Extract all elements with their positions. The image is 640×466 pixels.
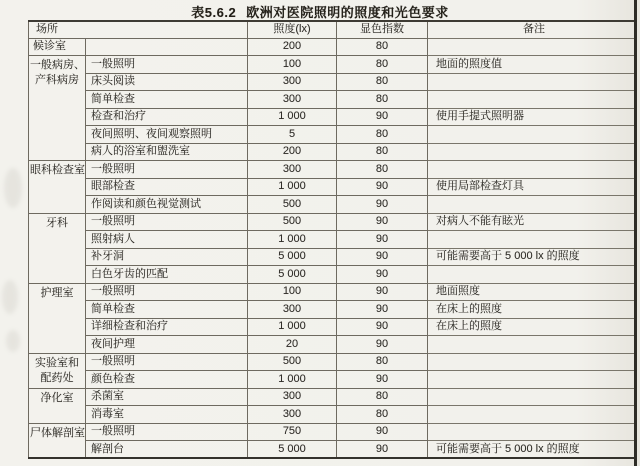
place-line: 产科病房 xyxy=(35,74,79,86)
task-cell: 一般照明 xyxy=(86,423,248,441)
cri-cell: 90 xyxy=(337,108,428,126)
table-row xyxy=(29,353,636,371)
remark-cell: 在床上的照度 xyxy=(428,318,636,336)
remark-cell: 在床上的照度 xyxy=(428,301,636,319)
task-cell: 一般照明 xyxy=(86,213,248,231)
place-line: 护理室 xyxy=(40,286,74,299)
cri-cell: 90 xyxy=(337,231,428,249)
task-cell: 夜间护理 xyxy=(86,336,248,354)
table-title: 欧洲对医院照明的照度和光色要求 xyxy=(246,5,449,20)
task-cell: 检查和治疗 xyxy=(86,108,248,126)
illuminance-cell: 20 xyxy=(248,336,337,354)
table-row xyxy=(29,318,636,336)
place-line: 配药处 xyxy=(40,371,74,384)
place-line: 净化室 xyxy=(40,391,74,404)
remark-cell xyxy=(428,336,636,354)
table-row xyxy=(29,248,636,266)
illuminance-cell: 100 xyxy=(248,56,337,74)
task-cell: 消毒室 xyxy=(86,406,248,424)
remark-cell xyxy=(428,231,636,249)
place-cell xyxy=(29,213,86,283)
place-cell xyxy=(29,283,86,353)
task-cell: 夜间照明、夜间观察照明 xyxy=(86,126,248,144)
remark-cell: 地面照度 xyxy=(428,283,636,301)
table-number: 表5.6.2 xyxy=(191,5,237,20)
cri-cell: 90 xyxy=(337,248,428,266)
illuminance-cell: 1 000 xyxy=(248,318,337,336)
illuminance-cell: 500 xyxy=(248,353,337,371)
cri-cell: 90 xyxy=(337,423,428,441)
table-row xyxy=(29,441,636,459)
table-row xyxy=(29,108,636,126)
header-row xyxy=(29,21,636,38)
table-row xyxy=(29,196,636,214)
cri-cell: 80 xyxy=(337,143,428,161)
scan-smudge xyxy=(4,168,22,208)
remark-cell xyxy=(428,196,636,214)
remark-cell xyxy=(428,143,636,161)
illuminance-cell: 500 xyxy=(248,196,337,214)
cri-cell: 90 xyxy=(337,371,428,389)
cri-cell: 90 xyxy=(337,266,428,284)
scan-smudge xyxy=(2,280,18,314)
task-cell: 照射病人 xyxy=(86,231,248,249)
table-row xyxy=(29,388,636,406)
remark-cell xyxy=(428,388,636,406)
illuminance-cell: 100 xyxy=(248,283,337,301)
cri-cell: 90 xyxy=(337,196,428,214)
cri-cell: 80 xyxy=(337,56,428,74)
cri-cell: 80 xyxy=(337,91,428,109)
col-header-remark: 备注 xyxy=(428,21,636,38)
remark-cell xyxy=(428,371,636,389)
remark-cell: 对病人不能有眩光 xyxy=(428,213,636,231)
remark-cell xyxy=(428,38,636,56)
remark-cell: 地面的照度值 xyxy=(428,56,636,74)
illuminance-cell: 1 000 xyxy=(248,371,337,389)
table-caption xyxy=(0,2,640,21)
remark-cell xyxy=(428,161,636,179)
table-row xyxy=(29,406,636,424)
remark-cell xyxy=(428,91,636,109)
table-row xyxy=(29,283,636,301)
task-cell: 一般照明 xyxy=(86,353,248,371)
task-cell: 眼部检查 xyxy=(86,178,248,196)
task-cell: 一般照明 xyxy=(86,283,248,301)
task-cell: 一般照明 xyxy=(86,56,248,74)
col-header-cri: 显色指数 xyxy=(337,21,428,38)
cri-cell: 80 xyxy=(337,126,428,144)
place-cell xyxy=(29,56,86,161)
place-cell xyxy=(29,161,86,214)
illuminance-cell: 300 xyxy=(248,406,337,424)
table-row xyxy=(29,91,636,109)
cri-cell: 80 xyxy=(337,353,428,371)
illuminance-cell: 300 xyxy=(248,91,337,109)
task-cell: 解剖台 xyxy=(86,441,248,459)
place-line: 牙科 xyxy=(46,216,68,229)
table-row xyxy=(29,38,636,56)
task-cell: 杀菌室 xyxy=(86,388,248,406)
illuminance-cell: 500 xyxy=(248,213,337,231)
cri-cell: 90 xyxy=(337,301,428,319)
cri-cell: 80 xyxy=(337,388,428,406)
cri-cell: 90 xyxy=(337,441,428,459)
place-line: 尸体解剖室 xyxy=(30,426,85,439)
page-edge-line xyxy=(634,0,637,466)
cri-cell: 90 xyxy=(337,283,428,301)
cri-cell: 80 xyxy=(337,73,428,91)
remark-cell: 可能需要高于 5 000 lx 的照度 xyxy=(428,248,636,266)
illuminance-cell: 1 000 xyxy=(248,178,337,196)
illuminance-cell: 5 000 xyxy=(248,441,337,459)
remark-cell xyxy=(428,266,636,284)
table-row xyxy=(29,56,636,74)
illuminance-cell: 300 xyxy=(248,161,337,179)
remark-cell xyxy=(428,73,636,91)
place-line: 实验室和 xyxy=(35,356,79,369)
scan-smudge xyxy=(6,330,20,352)
lighting-requirements-table xyxy=(28,20,636,459)
cri-cell: 80 xyxy=(337,38,428,56)
place-line: 一般病房、 xyxy=(30,59,85,71)
table-row xyxy=(29,371,636,389)
place-cell: 候诊室 xyxy=(29,38,86,56)
place-cell xyxy=(29,423,86,458)
illuminance-cell: 5 000 xyxy=(248,248,337,266)
task-cell: 简单检查 xyxy=(86,301,248,319)
cri-cell: 90 xyxy=(337,213,428,231)
cri-cell: 90 xyxy=(337,318,428,336)
table-row xyxy=(29,178,636,196)
place-cell xyxy=(29,388,86,423)
table-row xyxy=(29,143,636,161)
illuminance-cell: 1 000 xyxy=(248,108,337,126)
task-cell: 简单检查 xyxy=(86,91,248,109)
task-cell: 颜色检查 xyxy=(86,371,248,389)
illuminance-cell: 300 xyxy=(248,301,337,319)
illuminance-cell: 5 000 xyxy=(248,266,337,284)
table-row xyxy=(29,231,636,249)
illuminance-cell: 300 xyxy=(248,388,337,406)
remark-cell xyxy=(428,423,636,441)
table-row xyxy=(29,423,636,441)
illuminance-cell: 200 xyxy=(248,143,337,161)
remark-cell: 使用手提式照明器 xyxy=(428,108,636,126)
task-cell: 补牙洞 xyxy=(86,248,248,266)
table-row xyxy=(29,266,636,284)
table-row xyxy=(29,301,636,319)
table-row xyxy=(29,336,636,354)
task-cell: 详细检查和治疗 xyxy=(86,318,248,336)
remark-cell xyxy=(428,126,636,144)
table-row xyxy=(29,126,636,144)
illuminance-cell: 750 xyxy=(248,423,337,441)
remark-cell: 使用局部检查灯具 xyxy=(428,178,636,196)
table-row xyxy=(29,73,636,91)
place-line: 眼科检查室 xyxy=(30,164,85,176)
col-header-illuminance: 照度(lx) xyxy=(248,21,337,38)
task-cell: 床头阅读 xyxy=(86,73,248,91)
remark-cell xyxy=(428,406,636,424)
cri-cell: 90 xyxy=(337,178,428,196)
col-header-place: 场所 xyxy=(29,21,248,38)
remark-cell xyxy=(428,353,636,371)
cri-cell: 80 xyxy=(337,161,428,179)
task-cell: 病人的浴室和盥洗室 xyxy=(86,143,248,161)
illuminance-cell: 1 000 xyxy=(248,231,337,249)
task-cell: 作阅读和颜色视觉测试 xyxy=(86,196,248,214)
remark-cell: 可能需要高于 5 000 lx 的照度 xyxy=(428,441,636,459)
task-cell: 一般照明 xyxy=(86,161,248,179)
illuminance-cell: 5 xyxy=(248,126,337,144)
table-row xyxy=(29,161,636,179)
task-cell xyxy=(86,38,248,56)
table-row xyxy=(29,213,636,231)
place-cell xyxy=(29,353,86,388)
cri-cell: 80 xyxy=(337,406,428,424)
cri-cell: 90 xyxy=(337,336,428,354)
illuminance-cell: 200 xyxy=(248,38,337,56)
illuminance-cell: 300 xyxy=(248,73,337,91)
task-cell: 白色牙齿的匹配 xyxy=(86,266,248,284)
